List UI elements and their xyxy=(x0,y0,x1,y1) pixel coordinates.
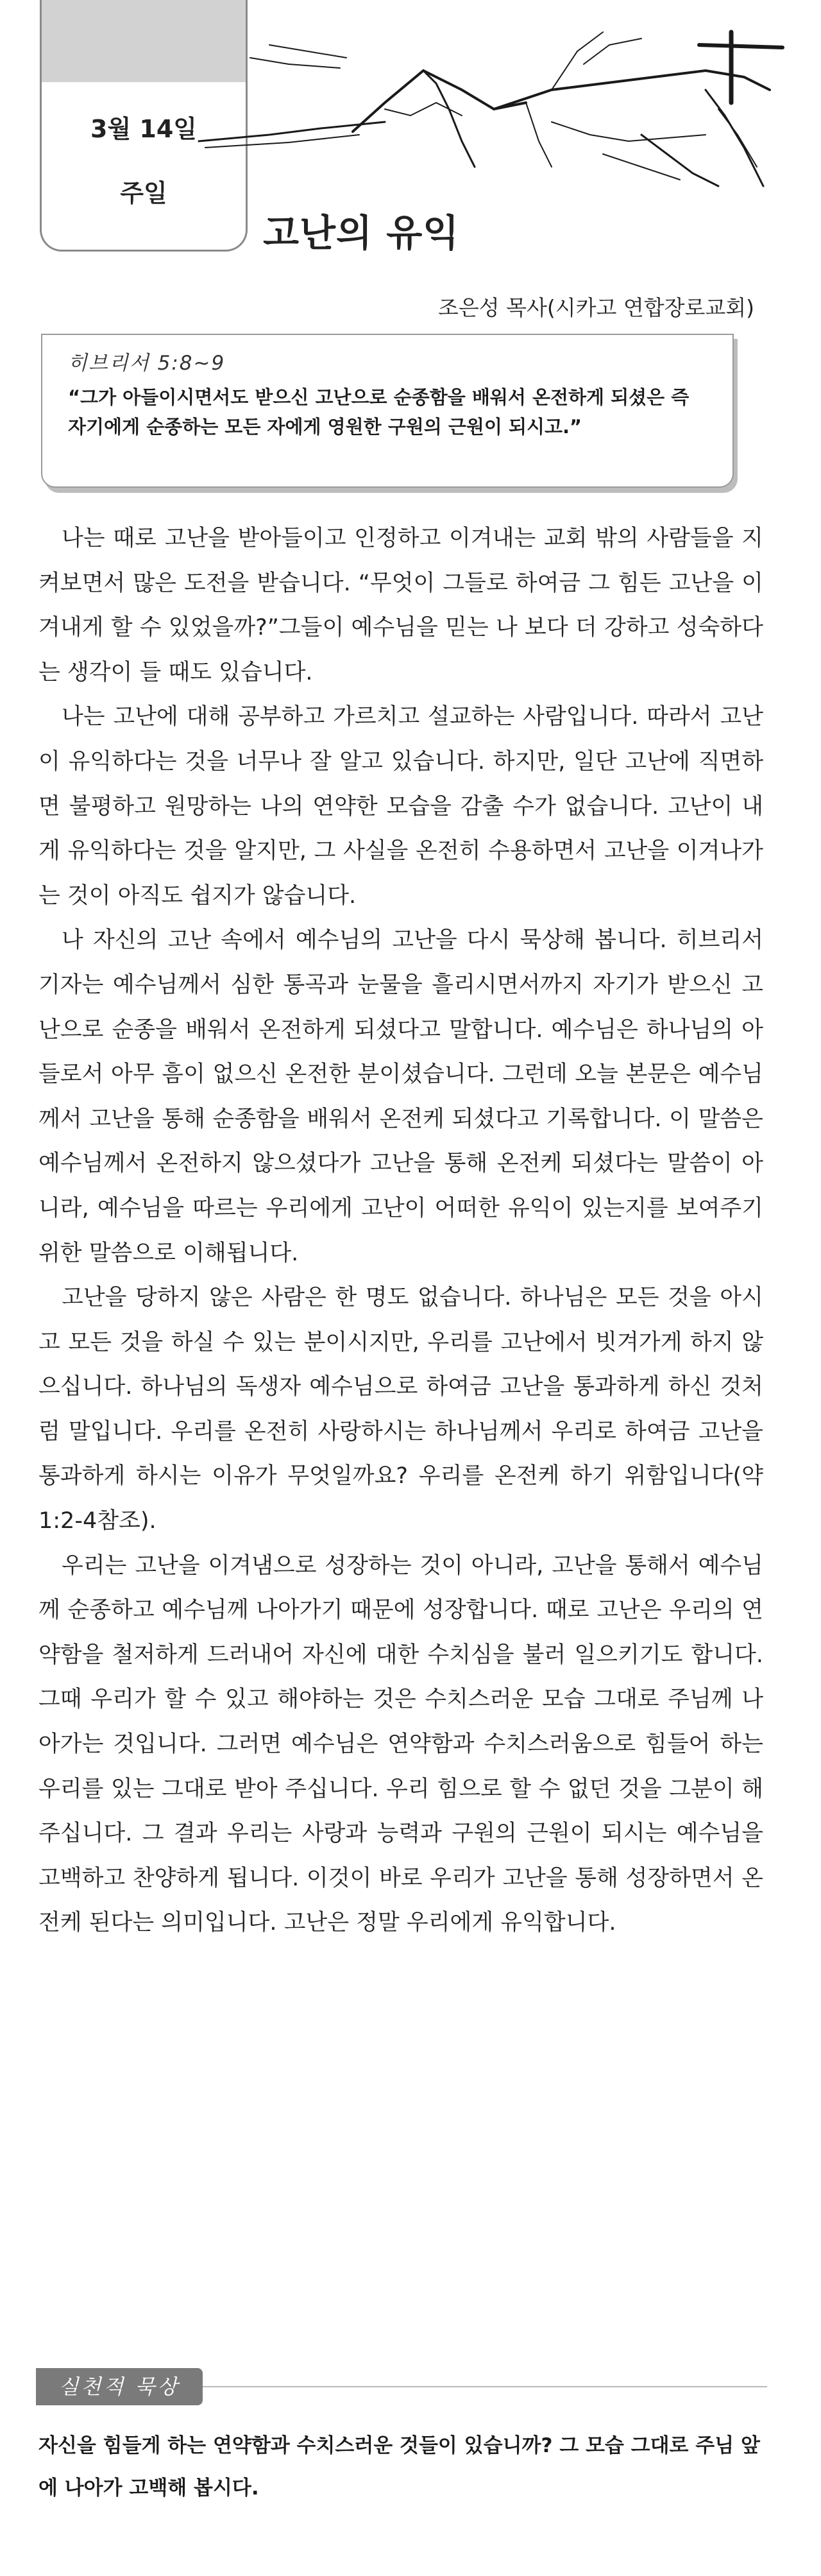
practice-label: 실천적 묵상 xyxy=(36,2368,203,2405)
day-label: 주일 xyxy=(120,179,167,207)
page-title: 고난의 유익 xyxy=(263,211,460,255)
hill-cross-illustration xyxy=(192,6,795,199)
scripture-box xyxy=(41,334,734,488)
author-line: 조은성 목사(시카고 연합장로교회) xyxy=(437,295,754,320)
section-divider xyxy=(203,2386,767,2387)
paragraph: 우리는 고난을 이겨냄으로 성장하는 것이 아니라, 고난을 통해서 예수님께 순종하고 예수님께 나아가기 때문에 성장합니다. 때로 고난은 우리의 연약함을 철저하게 드러내어 자신에 대한 수치심을 불러 일으키기도 합니다. 그때 우리가 할 수 있고 해야하는 것은 수치스러운 모습 그대로 주님께 나아가는 것입니다. 그러면 예수님은 연약함과 수치스러움으로 힘들어 하는 우리를 있는 그대로 받아 주십니다. 우리 힘으로 할 수 없던 것을 그분이 해주십니다. 그 결과 우리는 사랑과 능력과 구원의 근원이 되시는 예수님을 고백하고 찬양하게 됩니다. 이것이 바로 우리가 고난을 통해 성장하면서 온전케 된다는 의미입니다. 고난은 정말 우리에게 유익합니다. xyxy=(38,1552,763,1936)
practice-text: 자신을 힘들게 하는 연약함과 수치스러운 것들이 있습니까? 그 모습 그대로 주님 앞에 나아가 고백해 봅시다. xyxy=(38,2434,760,2500)
paragraph: 나는 고난에 대해 공부하고 가르치고 설교하는 사람입니다. 따라서 고난이 유익하다는 것을 너무나 잘 알고 있습니다. 하지만, 일단 고난에 직면하면 불평하고 원망하는 나의 연약한 모습을 감출 수가 없습니다. 고난이 내게 유익하다는 것을 알지만, 그 사실을 온전히 수용하면서 고난을 이겨나가는 것이 아직도 쉽지가 않습니다. xyxy=(38,704,763,909)
scripture-text: “그가 아들이시면서도 받으신 고난으로 순종함을 배워서 온전하게 되셨은 즉 자기에게 순종하는 모든 자에게 영원한 구원의 근원이 되시고.” xyxy=(68,386,690,438)
date-label: 3월 14일 xyxy=(90,115,197,143)
paragraph: 나 자신의 고난 속에서 예수님의 고난을 다시 묵상해 봅니다. 히브리서 기자는 예수님께서 심한 통곡과 눈물을 흘리시면서까지 자기가 받으신 고난으로 순종을 배워서 온전하게 되셨다고 말합니다. 예수님은 하나님의 아들로서 아무 흠이 없으신 온전한 분이셨습니다. 그런데 오늘 본문은 예수님께서 고난을 통해 순종함을 배워서 온전케 되셨다고 기록합니다. 이 말씀은 예수님께서 온전하지 않으셨다가 고난을 통해 온전케 되셨다는 말씀이 아니라, 예수님을 따르는 우리에게 고난이 어떠한 유익이 있는지를 보여주기 위한 말씀으로 이해됩니다. xyxy=(38,927,763,1266)
article-body xyxy=(38,517,763,1946)
paragraph: 나는 때로 고난을 받아들이고 인정하고 이겨내는 교회 밖의 사람들을 지켜보면서 많은 도전을 받습니다. “무엇이 그들로 하여금 그 힘든 고난을 이겨내게 할 수 있었을까?”그들이 예수님을 믿는 나 보다 더 강하고 성숙하다는 생각이 들 때도 있습니다. xyxy=(38,526,763,685)
paragraph: 고난을 당하지 않은 사람은 한 명도 없습니다. 하나님은 모든 것을 아시고 모든 것을 하실 수 있는 분이시지만, 우리를 고난에서 빗겨가게 하지 않으십니다. 하나님의 독생자 예수님으로 하여금 고난을 통과하게 하신 것처럼 말입니다. 우리를 온전히 사랑하시는 하나님께서 우리로 하여금 고난을 통과하게 하시는 이유가 무엇일까요? 우리를 온전케 하기 위함입니다(약 1:2-4참조). xyxy=(38,1285,763,1534)
scripture-reference: 히브리서 5:8~9 xyxy=(68,352,226,375)
